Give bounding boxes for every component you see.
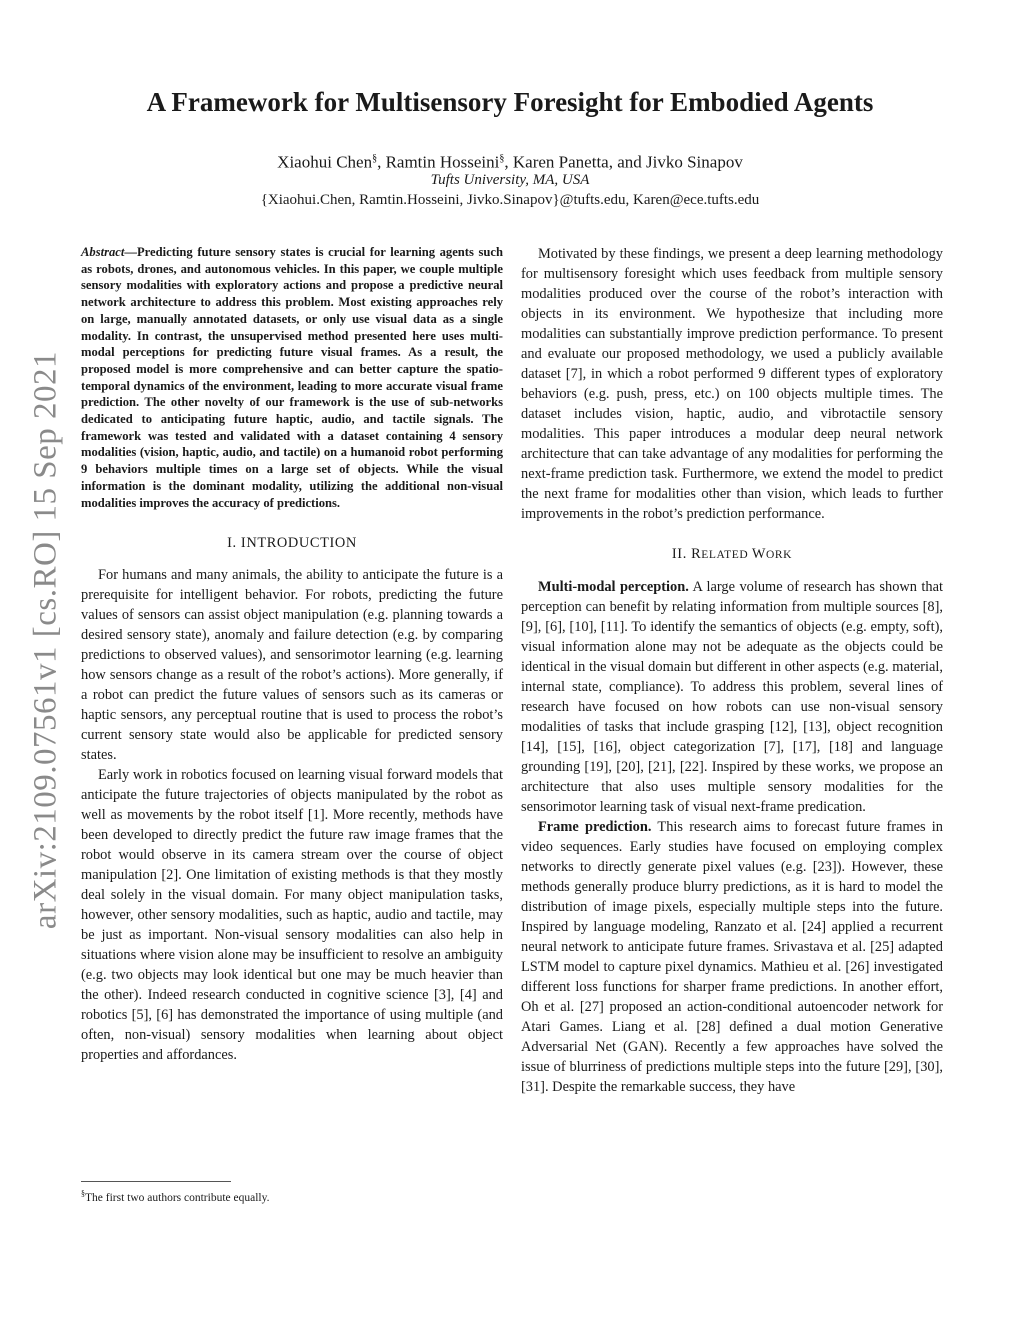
arxiv-watermark <box>6 320 86 960</box>
intro-paragraph-1: For humans and many animals, the ability to anticipate the future is a prerequisite for intelligent behavior. For robots, predicting the future values of sensors can assist object manipulation (e.g. planning towards a desired sensory state), anomaly and failure detection (e.g. by comparing predictions to observed values), and sensorimotor learning (e.g. learning how sensors change as a result of the robot’s actions). More generally, if a robot can predict the future values of sensors such as its cameras or haptic sensors, any perceptual routine that is used to process the robot’s current sensory state would also be applicable for predicted sensory states. <box>81 567 503 764</box>
footnote-text: The first two authors contribute equally. <box>85 1191 270 1204</box>
abstract <box>81 244 503 511</box>
section-heading-related-work: II. RELATED WORK <box>671 546 793 562</box>
related-work-multimodal-paragraph: Multi-modal perception. A large volume of research has shown that perception can benefit by relating information from multiple sources [8], [9], [6], [10], [11]. To identify the semantics of objects (e.g. empty, soft), visual information alone may not be adequate as the objects could be identical in the visual domain but different in other aspects (e.g. material, internal state, compliance). To address this problem, several lines of research have focused on how robots can use non-visual sensory modalities of tasks that include grasping [12], [13], object recognition [14], [15], [16], object categorization [7], [17], [18] and language grounding [19], [20], [21], [22]. Inspired by these works, we propose an architecture that also uses multiple sensory modalities for the sensorimotor learning task of visual next-frame predication. <box>521 579 943 815</box>
footnote-marker: § <box>81 1189 85 1198</box>
author-separator-2: , <box>504 152 513 172</box>
footnote-divider <box>81 1181 231 1182</box>
intro-paragraph-3: Motivated by these findings, we present a deep learning methodology for multisensory foresight which uses feedback from multiple sensory modalities produced over the course of the robot’s interaction with objects in its environment. We hypothesize that including more modalities can substantially improve prediction performance. To present and evaluate our proposed methodology, we used a publicly available dataset [7], in which a robot performed 9 different types of exploratory behaviors (e.g. push, press, etc.) on 100 objects multiple times. The dataset includes vision, haptic, audio, and vibrotactile sensory modalities. This paper introduces a modular deep neural network architecture that can take advantage of any modalities for performing the next-frame prediction task. Furthermore, we extend the model to predict the next frame for modalities other than vision, which leads to further improvements in the robot’s prediction performance. <box>521 246 943 522</box>
related-work-frame-prediction-paragraph: Frame prediction. This research aims to forecast future frames in video sequences. Early studies have focused on employing complex networks to directly generate pixel values (e.g. [23]). However, these methods generally produce blurry predictions, as it is hard to model the distribution of image pixels, especially multiple steps into the future. Inspired by language modeling, Ranzato et al. [24] applied a recurrent neural network to anticipate future frames. Srivastava et al. [25] adapted LSTM model to capture pixel dynamics. Mathieu et al. [26] investigated different loss functions for sharper frame predictions. In another effort, Oh et al. [27] proposed an action-conditional autoencoder network for Atari Games. Liang et al. [28] defined a dual motion Generative Adversarial Net (GAN). Recently a few approaches have solved the issue of blurriness of predictions multiple steps into the future [29], [30], [31]. Despite the remarkable success, they have <box>521 819 943 1095</box>
section-heading-introduction: I. INTRODUCTION <box>227 535 357 552</box>
multimodal-perception-label: Multi-modal perception. <box>538 579 689 595</box>
arxiv-id[interactable]: arXiv:2109.07561v1 [cs.RO] 15 Sep 2021 <box>27 350 64 930</box>
frame-prediction-label: Frame prediction. <box>538 819 652 835</box>
other-authors: Karen Panetta, and Jivko Sinapov <box>512 152 743 172</box>
author-separator-1: , <box>377 152 386 172</box>
paper-title: A Framework for Multisensory Foresight for Embodied Agents <box>146 87 874 117</box>
intro-paragraph-2: Early work in robotics focused on learning visual forward models that anticipate the future trajectories of objects manipulated by the robot as well as movements by the robot itself [1]. More recently, methods have been developed to directly predict the future raw image frames that the robot would observe in its camera stream over the course of object manipulation [2]. One limitation of existing methods is that they mostly deal solely in the visual domain. For many object manipulation tasks, however, other sensory modalities, such as haptic, audio and tactile, may be just as important. Non-visual sensory modalities can also help in situations where vision alone may be insufficient to resolve an ambiguity (e.g. two objects may look identical but one may be much heavier than the other). Indeed research conducted in cognitive science [3], [4] and robotics [5], [6] has demonstrated the importance of using multiple (and often, non-visual) sensory modalities when learning about object properties and affordances. <box>81 767 503 1064</box>
footnote <box>81 1186 501 1206</box>
equal-contribution-marker-1: § <box>372 153 378 164</box>
author-1: Xiaohui Chen <box>277 152 373 172</box>
affiliation: Tufts University, MA, USA <box>430 172 590 188</box>
abstract-label: Abstract <box>81 245 125 259</box>
author-2: Ramtin Hosseini <box>385 152 500 172</box>
equal-contribution-marker-2: § <box>499 153 505 164</box>
left-column <box>81 244 503 1065</box>
author-emails[interactable]: {Xiaohui.Chen, Ramtin.Hosseini, Jivko.Sinapov}@tufts.edu, Karen@ece.tufts.edu <box>260 192 760 208</box>
abstract-text: —Predicting future sensory states is crucial for learning agents such as robots, drones, and autonomous vehicles. In this paper, we couple multiple sensory modalities with exploratory actions and propose a predictive neural network architecture to address this problem. Most existing approaches rely on large, manually annotated datasets, or only use visual data as a single modality. In contrast, the unsupervised method presented here uses multi-modal perceptions for predicting future visual frames. As a result, the proposed model is more comprehensive and can better capture the spatio-temporal dynamics of the environment, leading to more accurate visual frame prediction. The other novelty of our framework is the use of sub-networks dedicated to anticipating future haptic, audio, and tactile signals. The framework was tested and validated with a dataset containing 4 sensory modalities (vision, haptic, audio, and tactile) on a humanoid robot performing 9 behaviors multiple times on a large set of objects. While the visual information is the dominant modality, utilizing the additional non-visual modalities improves the accuracy of predictions. <box>81 245 503 510</box>
right-column <box>521 244 943 1097</box>
